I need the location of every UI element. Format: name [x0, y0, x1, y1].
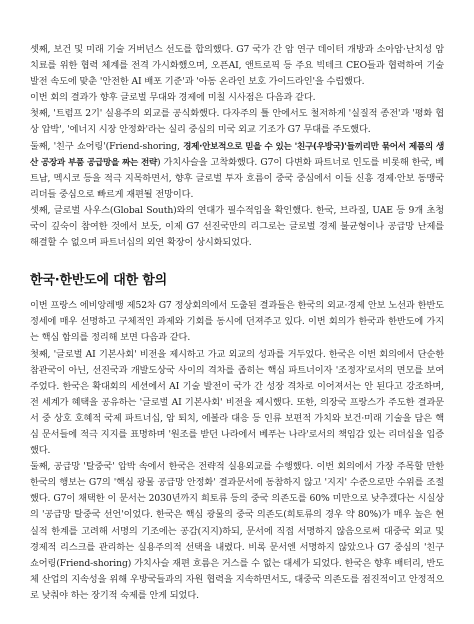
- section-title: 한국·한반도에 대한 함의: [30, 273, 167, 289]
- paragraph-korea-intro: 이번 프랑스 에비앙레뱅 제52차 G7 정상회의에서 도출된 결과들은 한국의 외교·경제 안보 노선과 한반도 정세에 매우 선명하고 구체적인 과제와 기회를 동시에 던져주고 있다. 이번 회의가 한국과 한반도에 가지는 핵심 함의를 정리해 보면 다음과 같다.: [30, 300, 444, 344]
- paragraph-implications-intro: 이번 회의 결과가 향후 글로벌 무대와 경제에 미칠 시사점은 다음과 같다.: [30, 92, 316, 104]
- second-before-text: 둘째, '친구 쇼어링'(Friend-shoring,: [30, 140, 184, 152]
- handwritten-annotation: 경제·안보적으로 믿을 수 있는 '친구(우방국)'들끼리만 묶어서 제품의 생산 공장과 부품 공급망을 짜는 전략: [30, 141, 444, 168]
- paragraph-implication-second: [30, 139, 444, 203]
- second-after-text: ) 가치사슬을 고착화했다. G7이 다변화 파트너로 인도를 비롯해 한국, 베트남, 멕시코 등을 적극 지목하면서, 향후 글로벌 투자 흐름이 중국 중심에서 이들 신흥 경제·안보 동맹국 리더들 중심으로 빠르게 재편될 전망이다.: [30, 156, 445, 200]
- paragraph-korea-first: 첫째, '글로벌 AI 기본사회' 비전을 제시하고 가교 외교의 성과를 거두었다. 한국은 이번 회의에서 단순한 참관국이 아닌, 선진국과 개발도상국 사이의 격차를 좁히는 핵심 파트너이자 '조정자'로서의 면모를 보여주었다. 한국은 확대회의 세션에서 AI 기술 발전이 국가 간 성장 격차로 이어져서는 안 된다고 강조하며, 전 세계가 혜택을 공유하는 '글로벌 AI 기본사회' 비전을 제시했다. 또한, 의장국 프랑스가 주도한 결과문서 중 상호 호혜적 국제 파트너십, 암 퇴치, 에볼라 대응 등 인류 보편적 가치와 보건·미래 기술을 담은 핵심 문서들에 적극 지지를 표명하며 '원조를 받던 나라에서 베푸는 나라'로서의 책임감 있는 리더십을 입증했다.: [30, 348, 444, 457]
- paragraph-third-agenda: 셋째, 보건 및 미래 기술 거버넌스 선도를 합의했다. G7 국가 간 암 연구 데이터 개방과 소아암·난치성 암 치료를 위한 협력 체계를 전격 가시화했으며, 오픈AI, 앤트로픽 등 주요 빅테크 CEO들과 협력하여 기술 발전 속도에 맞춘 '안전한 AI 배포 기준'과 '아동 온라인 보호 가이드라인'을 수립했다.: [30, 44, 444, 88]
- paragraph-implication-first: 첫째, '트럼프 2기' 실용주의 외교를 공식화했다. 다자주의 틀 안에서도 철저하게 '실질적 종전'과 '평화 협상 압박', '에너지 시장 안정화'라는 실리 중심의 미국 외교 기조가 G7 무대를 주도했다.: [30, 108, 444, 136]
- paragraph-korea-second: 둘째, 공급망 '탈중국' 압박 속에서 한국은 전략적 실용외교를 수행했다. 이번 회의에서 가장 주목할 만한 한국의 행보는 G7의 '핵심 광물 공급망 안정화' 결과문서에 동참하지 않고 '지지' 수준으로만 수위를 조절했다. G7이 채택한 이 문서는 2030년까지 희토류 등의 중국 의존도를 60% 미만으로 낮추겠다는 시실상의 '공급망 탈중국 선언'이었다. 한국은 핵심 광물의 중국 의존도(희토류의 경우 약 80%)가 매우 높은 현실적 한계를 고려해 서명의 기조에는 공감(지지)하되, 문서에 직접 서명하지 않음으로써 대중국 외교 및 경제적 리스크를 관리하는 실용주의적 선택을 내렸다. 비록 문서엔 서명하지 않았으나 G7 중심의 '친구 쇼어링(Friend-shoring) 가치사슬 재편 흐름은 거스를 수 없는 대세가 되었다. 한국은 향후 배터리, 반도체 산업의 지속성을 위해 우방국들과의 자원 협력을 지속하면서도, 대중국 의존도를 점진적이고 안정적으로 낮춰야 하는 장기적 숙제를 안게 되었다.: [30, 461, 444, 601]
- paragraph-implication-third: 셋째, 글로벌 사우스(Global South)와의 연대가 필수적임을 확인했다. 한국, 브라질, UAE 등 9개 초청국이 깊숙이 참여한 것에서 보듯, 이제 G7 선진국만의 리그로는 글로벌 경제 불균형이나 공급망 난제를 해결할 수 없으며 파트너십의 외연 확장이 상시화되었다.: [30, 204, 444, 249]
